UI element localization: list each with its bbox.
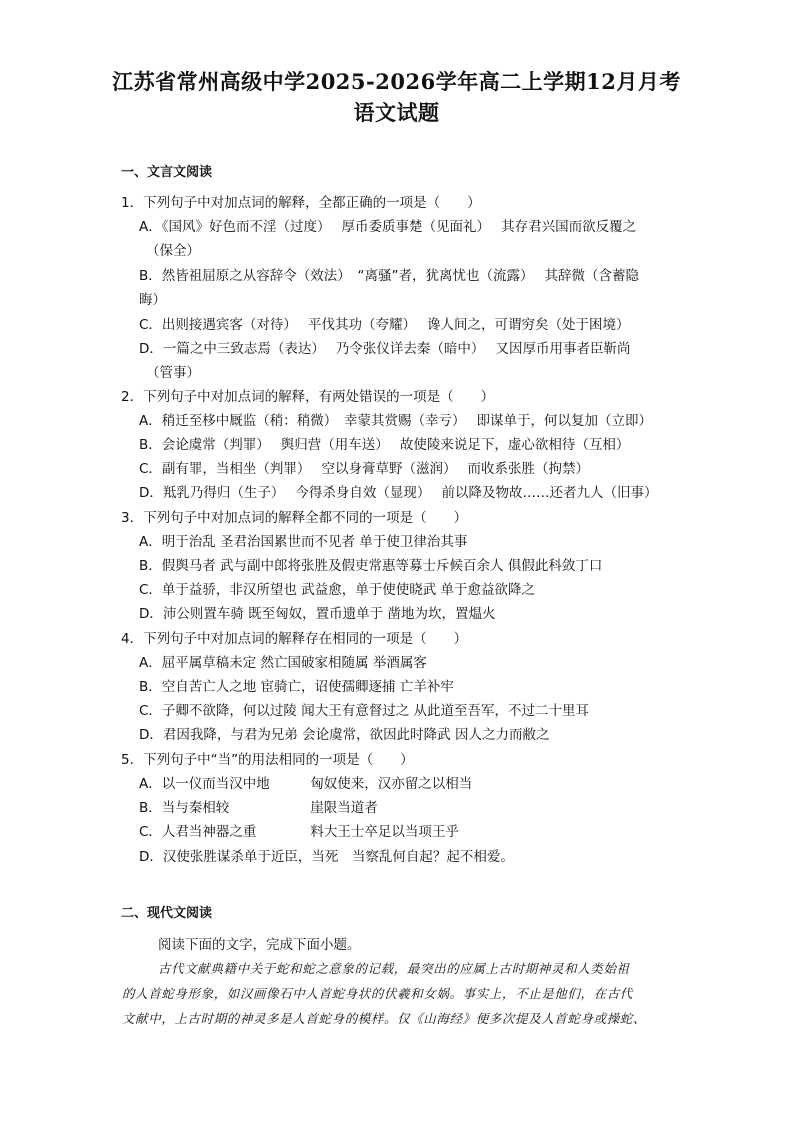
title-line-2: 语文试题 xyxy=(353,100,440,125)
title-line-1: 江苏省常州高级中学2025-2026学年高二上学期12月月考 xyxy=(112,69,681,94)
option-d: D．沛公则置车骑 既至匈奴，置币遗单于 凿地为坎，置煴火 xyxy=(139,606,496,622)
reading-instruction: 阅读下面的文字，完成下面小题。 xyxy=(158,937,361,953)
option-c: C．出则接遇宾客（对待） 平伐其功（夸耀） 谗人间之，可谓穷矣（处于困境） xyxy=(139,317,630,333)
option-d: D．君因我降，与君为兄弟 会论虞常，欲因此时降武 因人之力而敝之 xyxy=(139,727,550,743)
option-d: D．一篇之中三致志焉（表达） 乃令张仪详去秦（暗中） 又因厚币用事者臣靳尚 xyxy=(139,341,631,357)
option-b: B．空自苦亡人之地 宦骑亡，诏使孺卿逐捕 亡羊补牢 xyxy=(139,679,454,695)
passage-line-3: 文献中，上古时期的神灵多是人首蛇身的模样。仅《山海经》便多次提及人首蛇身或操蛇、 xyxy=(122,1011,647,1026)
option-b: B．假舆马者 武与副中郎将张胜及假吏常惠等募士斥候百余人 俱假此科敛丁口 xyxy=(139,558,603,574)
option-b-cont: 晦） xyxy=(139,292,166,308)
option-a: A．《国风》好色而不淫（过度） 厚币委质事楚（见面礼） 其存君兴国而欲反覆之 xyxy=(139,219,637,235)
option-d: D．汉使张胜谋杀单于近臣，当死 当察乱何自起？起不相爱。 xyxy=(139,849,514,865)
option-a: A．屈平属草稿未定 然亡国破家相随属 举酒属客 xyxy=(139,655,427,671)
option-b: B．当与秦相较 崖限当道者 xyxy=(139,800,378,816)
option-a: A．以一仪而当汉中地 匈奴使来，汉亦留之以相当 xyxy=(139,776,473,792)
option-a: A．明于治乱 圣君治国累世而不见者 单于使卫律治其事 xyxy=(139,534,468,550)
question-stem: 1．下列句子中对加点词的解释，全都正确的一项是（ ） xyxy=(121,195,481,211)
option-d-cont: （管事） xyxy=(146,365,200,381)
question-stem: 4．下列句子中对加点词的解释存在相同的一项是（ ） xyxy=(121,631,468,647)
option-a-cont: （保全） xyxy=(146,243,200,259)
option-a: A．稍迁至栘中厩监（稍：稍微） 幸蒙其赏赐（幸亏） 即谋单于，何以复加（立即） xyxy=(139,413,653,429)
question-stem: 5．下列句子中“当”的用法相同的一项是（ ） xyxy=(121,752,414,768)
option-c: C．副有罪，当相坐（判罪） 空以身膏草野（滋润） 而收系张胜（拘禁） xyxy=(139,461,590,477)
option-d: D．羝乳乃得归（生子） 今得杀身自效（显现） 前以降及物故……还者九人（旧事） xyxy=(139,485,658,501)
passage-line-1: 古代文献典籍中关于蛇和蛇之意象的记载，最突出的应属上古时期神灵和人类始祖 xyxy=(158,961,630,976)
passage-line-2: 的人首蛇身形象，如汉画像石中人首蛇身状的伏羲和女娲。事实上，不止是他们，在古代 xyxy=(122,986,633,1001)
section-heading-modern: 二、现代文阅读 xyxy=(121,906,213,921)
option-c: C．人君当神器之重 料大王士卒足以当项王乎 xyxy=(139,824,459,840)
question-stem: 3．下列句子中对加点词的解释全都不同的一项是（ ） xyxy=(121,510,468,526)
section-heading-classical: 一、文言文阅读 xyxy=(121,165,213,180)
question-stem: 2．下列句子中对加点词的解释，有两处错误的一项是（ ） xyxy=(121,389,495,405)
option-c: C．单于益骄，非汉所望也 武益愈，单于使使晓武 单于愈益欲降之 xyxy=(139,582,536,598)
option-b: B．然皆祖屈原之从容辞令（效法） “离骚”者，犹离忧也（流露） 其辞微（含蓄隐 xyxy=(139,268,640,284)
option-c: C．子卿不欲降，何以过陵 闻大王有意督过之 从此道至吾军，不过二十里耳 xyxy=(139,703,590,719)
option-b: B．会论虞常（判罪） 舆归营（用车送） 故使陵来说足下，虚心欲相待（互相） xyxy=(139,437,630,453)
